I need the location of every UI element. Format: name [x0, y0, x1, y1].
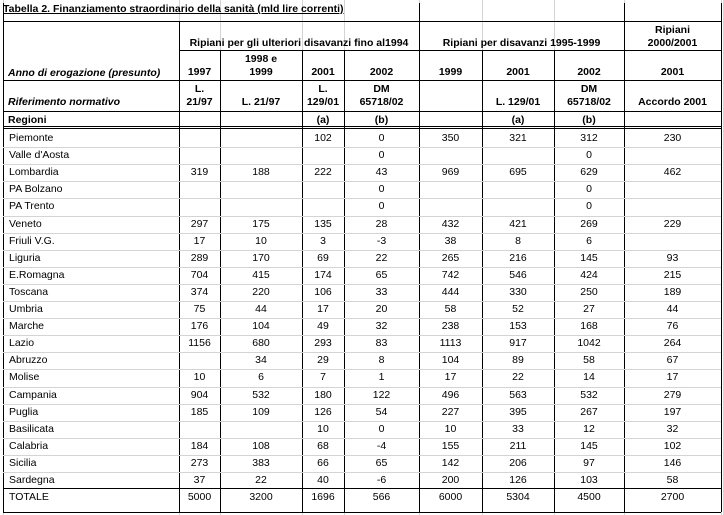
table-cell: 146 [663, 456, 682, 469]
table-cell: 704 [190, 268, 209, 281]
year-cell: 1999 [249, 66, 273, 78]
table-cell: 58 [444, 303, 457, 315]
table-cell: 145 [580, 439, 598, 452]
table-cell: 1 [378, 371, 385, 384]
table-cell: 65 [375, 268, 388, 281]
group-header-1: Ripiani per gli ulteriori disavanzi fino al1994 [189, 37, 409, 49]
table-cell: 230 [663, 132, 682, 144]
table-cell: 58 [583, 354, 595, 367]
table-cell: 273 [190, 456, 209, 469]
region-name: Lazio [9, 337, 35, 350]
ref-cell-line1: DM [580, 83, 598, 95]
region-name: Lombardia [9, 166, 59, 179]
table-cell: 6 [258, 371, 264, 384]
rule [624, 3, 625, 21]
table-cell: 374 [190, 285, 209, 298]
table-cell: 216 [509, 251, 527, 264]
table-cell: 66 [317, 456, 329, 469]
table-cell: 0 [378, 149, 385, 162]
table-cell: 12 [583, 422, 595, 435]
table-cell: 3 [320, 234, 326, 247]
table-cell: 17 [193, 234, 206, 247]
rule [3, 488, 721, 489]
table-cell: 8 [515, 234, 521, 247]
table-cell: 109 [252, 405, 270, 418]
table-cell: 0 [378, 183, 385, 196]
table-cell: 0 [586, 200, 592, 213]
table-cell: 742 [441, 268, 460, 281]
rule [721, 3, 722, 512]
table-cell: 65 [375, 456, 388, 469]
table-cell: 238 [441, 320, 460, 333]
region-name: Piemonte [9, 132, 54, 144]
table-cell: 279 [663, 388, 682, 401]
table-cell: -6 [376, 474, 387, 486]
table-cell: 267 [580, 405, 598, 418]
year-cell: 2002 [369, 66, 394, 78]
region-name: Calabria [9, 439, 49, 452]
year-cell: 1999 [438, 66, 463, 78]
table-cell: 168 [580, 320, 598, 333]
table-cell: 264 [663, 337, 682, 350]
region-name: Umbria [9, 303, 43, 315]
note-cell: (a) [511, 114, 525, 126]
table-cell: 103 [580, 474, 598, 486]
rule [3, 126, 721, 127]
table-cell: 0 [586, 183, 592, 196]
table-cell: 17 [444, 371, 457, 384]
table-cell: 44 [666, 303, 679, 315]
table-cell: 229 [663, 217, 682, 230]
table-cell: 200 [441, 474, 460, 486]
table-cell: 153 [509, 320, 527, 333]
table-cell: 383 [252, 456, 270, 469]
table-cell: 0 [378, 200, 385, 213]
table-cell: 69 [317, 251, 329, 264]
table-cell: 297 [190, 217, 209, 230]
note-cell: (b) [374, 114, 389, 126]
table-cell: 54 [375, 405, 388, 418]
table-cell: 89 [512, 354, 524, 367]
rule [3, 3, 4, 512]
table-cell: 38 [444, 234, 457, 247]
ref-cell: L. 21/97 [241, 96, 281, 108]
table-cell: 532 [252, 388, 270, 401]
region-name: Sardegna [9, 474, 55, 486]
table-cell: 155 [441, 439, 460, 452]
regioni-label: Regioni [8, 114, 47, 126]
table-cell: 102 [663, 439, 682, 452]
table-cell: 10 [317, 422, 329, 435]
total-cell: 1696 [311, 491, 335, 504]
year-cell: 1997 [187, 66, 212, 78]
group-header-3-line2: 2000/2001 [647, 37, 698, 49]
table-cell: 330 [509, 285, 527, 298]
table-cell: 250 [580, 285, 598, 298]
table-cell: 145 [580, 251, 598, 264]
table-cell: 175 [252, 217, 270, 230]
table-cell: 189 [663, 285, 682, 298]
ref-cell-line1: L. [194, 83, 205, 95]
rule [3, 21, 721, 22]
table-cell: 319 [190, 166, 209, 179]
table-cell: 695 [509, 166, 527, 179]
table-cell: 444 [441, 285, 460, 298]
table-cell: 969 [441, 166, 460, 179]
ref-row-label: Riferimento normativo [8, 96, 121, 108]
region-name: Friuli V.G. [9, 234, 55, 247]
table-cell: 34 [255, 354, 267, 367]
table-cell: 135 [314, 217, 332, 230]
table-cell: 20 [375, 303, 388, 315]
table-cell: 293 [314, 337, 332, 350]
table-cell: 432 [441, 217, 460, 230]
region-name: Molise [9, 371, 40, 384]
table-cell: 37 [193, 474, 206, 486]
year-cell: 2002 [577, 66, 601, 78]
total-cell: 6000 [438, 491, 463, 504]
table-cell: 104 [252, 320, 270, 333]
table-cell: 7 [320, 371, 326, 384]
total-cell: 3200 [249, 491, 273, 504]
table-cell: -3 [376, 234, 387, 247]
table-cell: 424 [580, 268, 598, 281]
table-cell: 629 [580, 166, 598, 179]
table-cell: 17 [317, 303, 329, 315]
rule [3, 80, 721, 81]
table-cell: 462 [663, 166, 682, 179]
table-cell: 1113 [439, 337, 462, 350]
total-cell: 5000 [187, 491, 212, 504]
table-cell: 496 [441, 388, 460, 401]
table-cell: 546 [509, 268, 527, 281]
table-cell: 93 [666, 251, 679, 264]
table-cell: 142 [441, 456, 460, 469]
rule [3, 111, 721, 112]
table-cell: 28 [375, 217, 388, 230]
note-cell: (a) [316, 114, 330, 126]
table-cell: 52 [512, 303, 524, 315]
table-cell: 68 [317, 439, 329, 452]
table-cell: 0 [586, 149, 592, 162]
region-name: PA Bolzano [9, 183, 63, 196]
table-cell: -4 [376, 439, 387, 452]
table-cell: 33 [512, 422, 524, 435]
ref-cell: L. 129/01 [495, 96, 541, 108]
rule [3, 128, 721, 129]
rule [419, 3, 420, 21]
table-cell: 185 [190, 405, 209, 418]
table-cell: 180 [314, 388, 332, 401]
table-cell: 184 [190, 439, 209, 452]
table-cell: 10 [193, 371, 206, 384]
table-cell: 76 [666, 320, 679, 333]
rule [3, 512, 721, 513]
table-cell: 220 [252, 285, 270, 298]
table-cell: 108 [252, 439, 270, 452]
region-name: Sicilia [9, 456, 37, 469]
table-cell: 49 [317, 320, 329, 333]
table-cell: 32 [375, 320, 388, 333]
table-cell: 8 [378, 354, 385, 367]
table-cell: 206 [509, 456, 527, 469]
table-cell: 75 [193, 303, 206, 315]
year-cell: 2001 [506, 66, 530, 78]
region-name: Toscana [9, 285, 49, 298]
table-cell: 1042 [577, 337, 601, 350]
table-cell: 395 [509, 405, 527, 418]
table-cell: 97 [583, 456, 595, 469]
total-cell: 4500 [577, 491, 601, 504]
table-cell: 215 [663, 268, 682, 281]
table-cell: 22 [512, 371, 524, 384]
total-label: TOTALE [9, 491, 49, 504]
table-cell: 170 [252, 251, 270, 264]
table-cell: 917 [509, 337, 527, 350]
year-cell: 2001 [660, 66, 685, 78]
ref-cell-line1: DM [373, 83, 390, 95]
table-cell: 58 [666, 474, 679, 486]
table-cell: 350 [441, 132, 460, 144]
table-cell: 680 [252, 337, 270, 350]
table-cell: 126 [314, 405, 332, 418]
ref-cell: 65718/02 [567, 96, 611, 108]
table-cell: 17 [666, 371, 679, 384]
table-cell: 83 [375, 337, 388, 350]
region-name: PA Trento [9, 200, 55, 213]
ref-cell-line1: L. [318, 83, 328, 95]
region-name: E.Romagna [9, 268, 65, 281]
table-cell: 22 [375, 251, 388, 264]
table-cell: 532 [580, 388, 598, 401]
ref-cell: 21/97 [186, 96, 213, 108]
note-cell: (b) [582, 114, 596, 126]
table-cell: 904 [190, 388, 209, 401]
table-cell: 33 [375, 285, 388, 298]
table-cell: 126 [509, 474, 527, 486]
table-cell: 1156 [188, 337, 211, 350]
group-header-3-line1: Ripiani [654, 24, 690, 36]
rule [624, 50, 721, 51]
table-title: Tabella 2. Finanziamento straordinario della sanità (mld lire correnti) [3, 3, 344, 15]
total-cell: 5304 [506, 491, 530, 504]
table-cell: 10 [255, 234, 267, 247]
region-name: Basilicata [9, 422, 54, 435]
table-cell: 176 [190, 320, 209, 333]
region-name: Valle d'Aosta [9, 149, 70, 162]
table-cell: 563 [509, 388, 527, 401]
region-name: Marche [9, 320, 45, 333]
table-cell: 174 [314, 268, 332, 281]
region-name: Abruzzo [9, 354, 48, 367]
table-cell: 32 [666, 422, 679, 435]
table-cell: 102 [314, 132, 332, 144]
ref-cell: Accordo 2001 [638, 96, 707, 108]
table-cell: 29 [317, 354, 329, 367]
table-cell: 265 [441, 251, 460, 264]
group-header-2: Ripiani per disavanzi 1995-1999 [442, 37, 601, 49]
table-cell: 106 [314, 285, 332, 298]
table-cell: 321 [509, 132, 527, 144]
table-cell: 14 [583, 371, 595, 384]
table-cell: 0 [378, 422, 385, 435]
table-cell: 27 [583, 303, 595, 315]
table-cell: 312 [580, 132, 598, 144]
region-name: Campania [9, 388, 57, 401]
table-cell: 227 [441, 405, 460, 418]
table-cell: 289 [190, 251, 209, 264]
ref-cell: 65718/02 [359, 96, 404, 108]
table-cell: 10 [444, 422, 457, 435]
table-cell: 0 [378, 132, 385, 144]
table-cell: 222 [314, 166, 332, 179]
table-cell: 22 [255, 474, 267, 486]
table-cell: 104 [441, 354, 460, 367]
rule [419, 50, 624, 51]
table-cell: 415 [252, 268, 270, 281]
table-cell: 197 [663, 405, 682, 418]
year-cell: 2001 [311, 66, 335, 78]
region-name: Veneto [9, 217, 42, 230]
table-cell: 188 [252, 166, 270, 179]
table-cell: 421 [509, 217, 527, 230]
year-row-label: Anno di erogazione (presunto) [8, 67, 161, 79]
table-cell: 211 [509, 439, 527, 452]
table-cell: 6 [586, 234, 592, 247]
table-cell: 269 [580, 217, 598, 230]
table-cell: 122 [372, 388, 391, 401]
rule [179, 50, 419, 51]
region-name: Puglia [9, 405, 39, 418]
total-cell: 2700 [660, 491, 685, 504]
region-name: Liguria [9, 251, 41, 264]
year-cell-line1: 1998 e [244, 53, 278, 65]
table-cell: 43 [375, 166, 388, 179]
table-cell: 67 [666, 354, 679, 367]
ref-cell: 129/01 [306, 96, 340, 108]
total-cell: 566 [372, 491, 391, 504]
table-cell: 44 [255, 303, 267, 315]
table-cell: 40 [317, 474, 329, 486]
